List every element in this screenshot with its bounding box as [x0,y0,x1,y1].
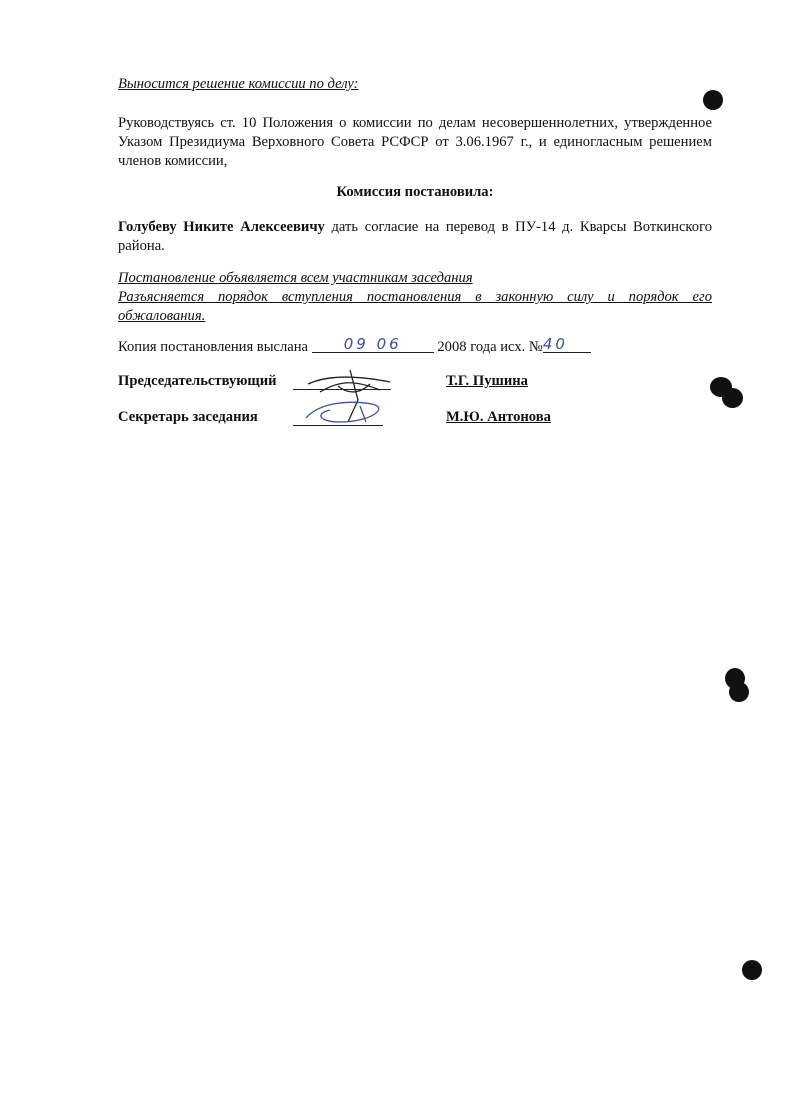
announcement-line-1: Постановление объявляется всем участникам заседания [118,270,473,286]
copy-date-field [312,337,434,353]
copy-sent-line [118,337,712,357]
chair-label: Председательствующий [118,373,277,389]
copy-year: 2008 года исх. № [437,339,543,355]
copy-label: Копия постановления выслана [118,339,309,355]
secretary-label: Секретарь заседания [118,409,258,425]
resolution-text: дать согласие на перевод в ПУ-14 д. Кварсы Воткинского района. [118,219,712,254]
basis-paragraph: Руководствуясь ст. 10 Положения о комиссии по делам несовершеннолетних, утвержденное Указом Президиума Верховного Совета РСФСР от 3.06.1967 г., и единогласным решением членов комиссии, [118,115,712,169]
copy-number-field [543,337,591,353]
resolution-name: Голубеву Никите Алексеевичу [118,219,325,235]
chair-row [118,372,718,391]
announcement-line-2a: Разъясняется порядок вступления постановления в законную силу и порядок его [118,289,712,305]
chair-name: Т.Г. Пушина [446,373,528,389]
resolved-heading: Комиссия постановила: [336,184,494,200]
secretary-name: М.Ю. Антонова [446,409,551,425]
copy-number-handwritten: 40 [542,335,568,353]
secretary-row [118,408,718,427]
announcement-block [118,269,712,326]
punch-hole-mark [729,682,749,702]
punch-hole-mark [722,388,743,408]
signature-scribble-icon [300,362,400,432]
resolution-paragraph [118,218,712,256]
copy-date-handwritten: 09 06 [343,335,402,353]
punch-hole-mark [703,90,723,110]
decision-heading: Выносится решение комиссии по делу: [118,76,359,92]
punch-hole-mark [742,960,762,980]
announcement-line-2b: обжалования. [118,308,206,324]
